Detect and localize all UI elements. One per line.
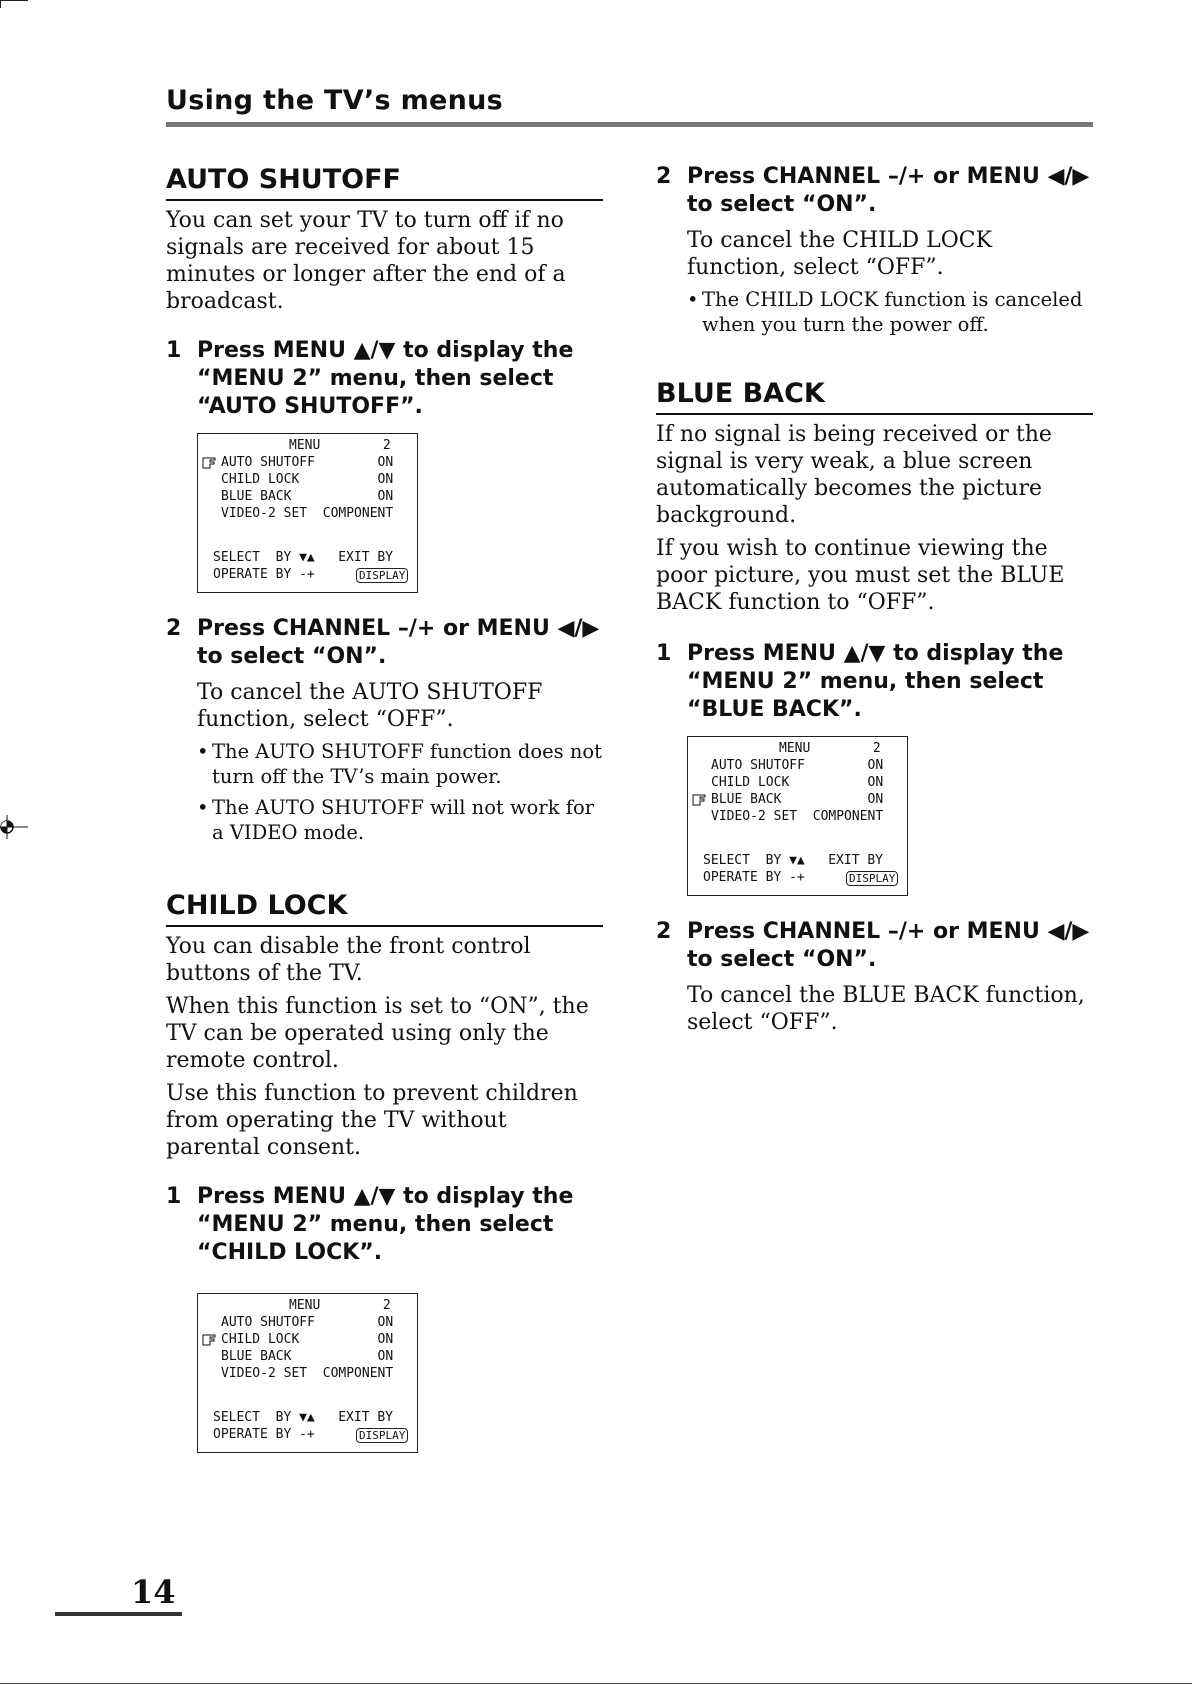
blue-back-section	[656, 377, 1093, 1036]
step-1	[656, 640, 1093, 896]
section-title: CHILD LOCK	[166, 889, 603, 927]
step-number: 2	[656, 919, 672, 944]
osd-item: AUTO SHUTOFF ON	[711, 758, 884, 773]
osd-item: CHILD LOCK ON	[221, 1332, 394, 1347]
osd-item: CHILD LOCK ON	[711, 775, 884, 790]
osd-menu-screen	[197, 433, 418, 593]
step-1	[166, 1183, 603, 1453]
trim-line	[0, 1683, 1192, 1684]
step-instruction: Press CHANNEL –/+ or MENU ◀/▶ to select “ON”.	[687, 919, 1090, 972]
step-2	[166, 615, 603, 845]
step-number: 1	[166, 338, 182, 363]
left-column	[166, 163, 603, 1453]
step-instruction: Press MENU ▲/▼ to display the “MENU 2” menu, then select “AUTO SHUTOFF”.	[197, 338, 574, 419]
osd-header: MENU 2	[289, 438, 391, 453]
page-title: Using the TV’s menus	[166, 85, 504, 116]
header-rule	[166, 122, 1093, 127]
osd-footer: OPERATE BY -+	[213, 567, 315, 582]
intro-text: You can set your TV to turn off if no signals are received for about 15 minutes or longer after the end of a broadcast.	[166, 208, 566, 314]
osd-footer: SELECT BY ▼▲ EXIT BY	[213, 1410, 394, 1425]
crop-mark	[0, 0, 28, 1]
step-number: 1	[166, 1184, 182, 1209]
page-number-rule	[55, 1612, 182, 1616]
page-number: 14	[131, 1573, 176, 1611]
osd-item: CHILD LOCK ON	[221, 472, 394, 487]
step-number: 2	[166, 616, 182, 641]
section-title: AUTO SHUTOFF	[166, 163, 603, 201]
note: • The CHILD LOCK function is canceled when you turn the power off.	[687, 287, 1093, 337]
osd-header: MENU 2	[779, 741, 881, 756]
osd-item: BLUE BACK ON	[221, 489, 394, 504]
page-header	[166, 84, 1093, 127]
step-number: 1	[656, 641, 672, 666]
body-text: If you wish to continue viewing the poor picture, you must set the BLUE BACK function to “OFF”.	[656, 536, 1065, 615]
osd-item: VIDEO-2 SET COMPONENT	[221, 1366, 394, 1381]
cancel-text: To cancel the CHILD LOCK function, select “OFF”.	[687, 228, 993, 280]
osd-item: AUTO SHUTOFF ON	[221, 1315, 394, 1330]
display-button-label: DISPLAY	[356, 1428, 408, 1443]
note: • The AUTO SHUTOFF function does not turn off the TV’s main power.	[197, 739, 603, 789]
step-2	[656, 918, 1093, 1036]
osd-header: MENU 2	[289, 1298, 391, 1313]
osd-item: VIDEO-2 SET COMPONENT	[711, 809, 884, 824]
cancel-text: To cancel the BLUE BACK function, select “OFF”.	[687, 983, 1085, 1035]
osd-item: BLUE BACK ON	[711, 792, 884, 807]
pointing-hand-icon	[202, 456, 216, 470]
display-button-label: DISPLAY	[356, 568, 408, 583]
osd-footer: OPERATE BY -+	[703, 870, 805, 885]
step-number: 2	[656, 164, 672, 189]
osd-menu-screen	[197, 1293, 418, 1453]
osd-item: VIDEO-2 SET COMPONENT	[221, 506, 394, 521]
osd-footer: OPERATE BY -+	[213, 1427, 315, 1442]
osd-item: AUTO SHUTOFF ON	[221, 455, 394, 470]
crop-mark	[0, 0, 1, 8]
note: • The AUTO SHUTOFF will not work for a VIDEO mode.	[197, 795, 603, 845]
child-lock-section	[166, 889, 603, 1453]
osd-item: BLUE BACK ON	[221, 1349, 394, 1364]
osd-menu-screen	[687, 736, 908, 896]
pointing-hand-icon	[202, 1333, 216, 1347]
body-text: If no signal is being received or the signal is very weak, a blue screen automatically becomes the picture background.	[656, 422, 1052, 528]
auto-shutoff-section	[166, 163, 603, 845]
step-instruction: Press CHANNEL –/+ or MENU ◀/▶ to select “ON”.	[197, 616, 600, 669]
step-1	[166, 337, 603, 593]
pointing-hand-icon	[692, 793, 706, 807]
body-text: You can disable the front control buttons of the TV.	[166, 934, 531, 986]
cancel-text: To cancel the AUTO SHUTOFF function, select “OFF”.	[197, 680, 543, 732]
step-2	[656, 163, 1093, 337]
body-text: When this function is set to “ON”, the TV can be operated using only the remote control.	[166, 994, 589, 1073]
step-instruction: Press MENU ▲/▼ to display the “MENU 2” menu, then select “CHILD LOCK”.	[197, 1184, 574, 1265]
registration-mark-icon	[0, 812, 30, 842]
osd-footer: SELECT BY ▼▲ EXIT BY	[213, 550, 394, 565]
step-instruction: Press MENU ▲/▼ to display the “MENU 2” menu, then select “BLUE BACK”.	[687, 641, 1064, 722]
child-lock-continued	[656, 163, 1093, 337]
display-button-label: DISPLAY	[846, 871, 898, 886]
step-instruction: Press CHANNEL –/+ or MENU ◀/▶ to select “ON”.	[687, 164, 1090, 217]
body-text: Use this function to prevent children from operating the TV without parental consent.	[166, 1081, 578, 1160]
section-title: BLUE BACK	[656, 377, 1093, 415]
right-column	[656, 163, 1093, 1036]
osd-footer: SELECT BY ▼▲ EXIT BY	[703, 853, 884, 868]
